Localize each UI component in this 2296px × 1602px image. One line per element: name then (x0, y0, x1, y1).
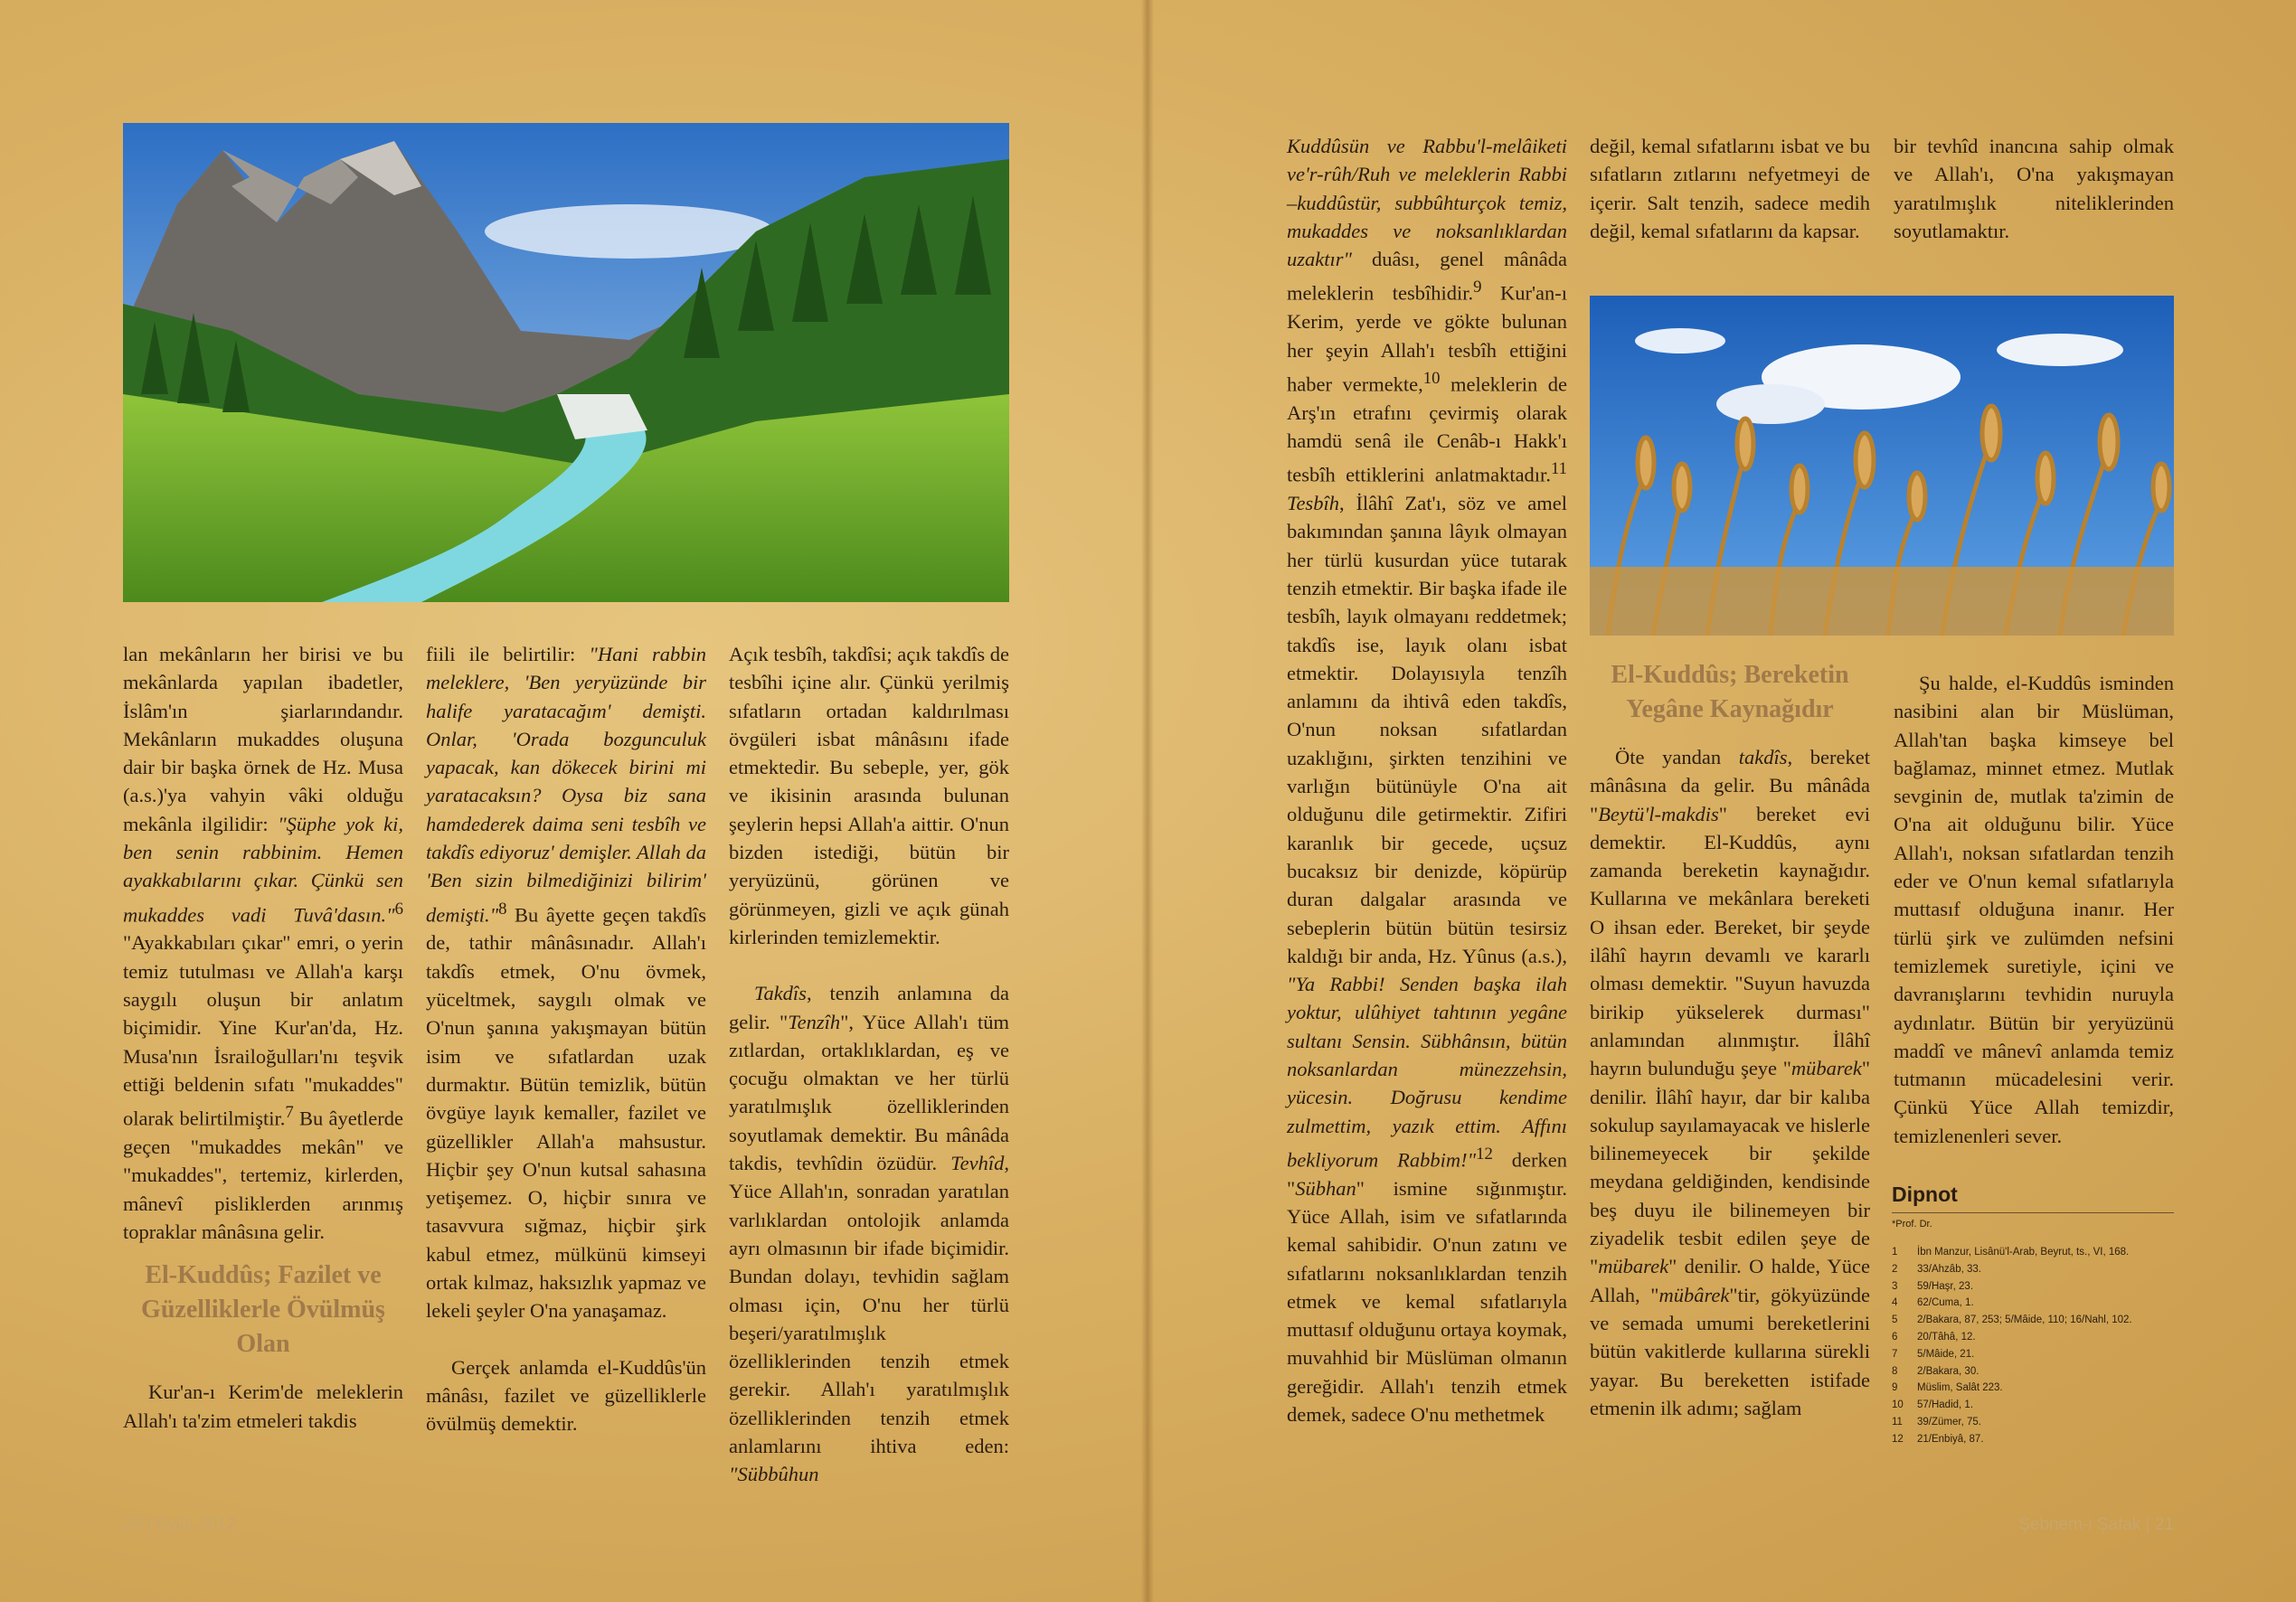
footnote-number: 12 (1892, 1433, 1904, 1445)
footnote-text: 21/Enbiyâ, 87. (1917, 1433, 1984, 1445)
paragraph: Kuddûsün ve Rabbu'l-melâiketi ve'r-rûh/Ruh ve meleklerin Rabbi –kuddûstür, subbûhturçok temiz, mukaddes ve noksanlıklardan uzaktır" duâsı, genel mânâda meleklerin tesbîhidir.$^9$ Kur'an-ı Kerim, yerde ve gökte bulunan her şeyin Allah'ı tesbîh ettiğini haber vermekte,$^{10}$ meleklerin de Arş'ın etrafını çevirmiş olarak hamdü senâ ile Cenâb-ı Hakk'ı tesbîh ettiklerini anlatmaktadır.$^{11}$ Tesbîh, İlâhî Zat'ı, söz ve amel bakımından şanına lâyık olmayan her türlü kusurdan yüce tutarak tenzih etmektir. Bir başka ifade ile tesbîh, layık olmayanı reddetmek; takdîs ise, layık olanı isbat etmektir. Dolayısıyla tenzîh anlamını da ihtivâ eden takdîs, O'nun noksan sıfatlardan uzaklığını, şirkten tenzihini ve varlığın bütünüyle O'na ait olduğunu dile getirmektir. Zifiri karanlık bir gecede, uçsuz bucaksız bir denizde, köpürüp duran dalgalar arasında ve sebeplerin bütün bütün tesirsiz kaldığı bir anda, Hz. Yûnus (a.s.), "Ya Rabbi! Senden başka ilah yoktur, ulûhiyet tahtının yegâne sultanı Sensin. Sübhânsın, bütün noksanlardan münezzehsin, yücesin. Doğrusu kendime zulmettim, yazık ettim. Affını bekliyorum Rabbim!"$^{12}$ derken "Sübhan" ismine sığınmıştır. Yüce Allah, isim ve sıfatlarında kemal sahibidir. O'nun zatını ve sıfatlarını noksanlıklardan tenzih etmek ve kemal sıfatlarıyla muttasıf olduğunu ortaya koymak, muvahhid bir Müslüman olmanın gereğidir. Allah'ı tenzih etmek demek, sadece O'nu methetmek (1287, 135, 1567, 1427)
footnote-text: 2/Bakara, 30. (1917, 1365, 1979, 1377)
text-column-5-lower (1590, 658, 1870, 1422)
footnote-text: 59/Haşr, 23. (1917, 1280, 1974, 1292)
text-column-6 (1894, 132, 2174, 245)
text-column-3 (729, 640, 1009, 1489)
paragraph: bir tevhîd inancına sahip olmak ve Allah'ı, O'na yakışmayan yaratılmışlık niteliklerinden soyutlamaktır. (1894, 135, 2174, 242)
footnote-number: 5 (1892, 1315, 1898, 1326)
footnote-number: 7 (1892, 1348, 1898, 1360)
footnote-item (1892, 1363, 2174, 1381)
footnote-item (1892, 1397, 2174, 1414)
footnote-text: 5/Mâide, 21. (1917, 1348, 1975, 1360)
footnote-item (1892, 1261, 2174, 1278)
paragraph: fiili ile belirtilir: "Hani rabbin meleklere, 'Ben yeryüzünde bir halife yaratacağım' demişti. Onlar, 'Orada bozgunculuk yapacak, kan dökecek birini mi yaratacaksın? Oysa biz sana hamdederek daima seni tesbîh ve takdîs ediyoruz' demişler. Allah da 'Ben sizin bilmediğinizi bilirim' demişti."$^8$ Bu âyette geçen takdîs de, tathir mânâsınadır. Allah'ı takdîs etmek, O'nu övmek, yüceltmek, saygılı olmak ve O'nun şanına yakışmayan bütün isim ve sıfatlardan uzak durmaktır. Bütün temizlik, bütün övgüye layık kemaller, fazilet ve güzellikler Allah'a mahsustur. Hiçbir şey O'nun kutsal sahasına yetişemez. O, hiçbir sınıra ve tasavvura sığmaz, hiçbir şirk kabul etmez, mülkünü kimseyi ortak kılmaz, haksızlık yapmaz ve lekeli şeyler O'na yanaşamaz. (426, 643, 707, 1323)
mountain-river-photo (123, 123, 1009, 602)
footnote-text: 33/Ahzâb, 33. (1917, 1263, 1981, 1275)
text-column-6-lower (1894, 669, 2174, 1150)
paragraph: Takdîs, tenzih anlamına da gelir. "Tenzîh", Yüce Allah'ı tüm zıtlardan, ortaklıklardan, eş ve çocuğu olmaktan ve her türlü yaratılmışlık özelliklerinden soyutlamak demektir. Bu mânâda takdis, tevhîdin özüdür. Tevhîd, Yüce Allah'ın, sonradan yaratılan varlıklardan ontolojik anlamda ayrı olmasının bir ifade biçimidir. Bundan dolayı, tevhidin sağlam olması için, O'nu her türlü beşeri/yaratılmışlık özelliklerinden tenzih etmek gerekir. Allah'ı yaratılmışlık özelliklerinden tenzih etmek anlamlarını ihtiva eden: "Sübbûhun (729, 982, 1009, 1486)
footnote-number: 4 (1892, 1297, 1898, 1309)
footnote-number: 11 (1892, 1416, 1903, 1428)
text-column-2 (426, 640, 706, 1438)
footnote-item (1892, 1244, 2174, 1261)
footnote-list (1892, 1244, 2174, 1448)
footnote-text: 39/Zümer, 75. (1917, 1416, 1981, 1428)
footnote-item (1892, 1414, 2174, 1431)
paragraph: değil, kemal sıfatlarını isbat ve bu sıfatların zıtlarını nefyetmeyi de içerir. Salt tenzih, sadece medih değil, kemal sıfatlarını da kapsar. (1590, 135, 1870, 242)
footnote-number: 1 (1892, 1247, 1898, 1258)
footnote-text: 20/Tâhâ, 12. (1917, 1331, 1976, 1343)
footnote-item (1892, 1346, 2174, 1363)
footnote-item (1892, 1431, 2174, 1448)
paragraph: Öte yandan takdîs, bereket mânâsına da gelir. Bu mânâda "Beytü'l-makdis" bereket evi demektir. El-Kuddûs, aynı zamanda bereketin kaynağıdır. Kullarına ve mekânlara bereketi O ihsan eder. Bereket, bir şeyde ilâhî hayrın devamlı ve kararlı olması demektir. "Suyun havuzda birikip yükselerek durması" anlamından alınmıştır. İlâhî hayrın bulunduğu şeye "mübarek" denilir. İlâhî hayır, dar bir kalıba sokulup sayılamayacak ve hislerle bilinemeyecek bir şekilde meydana geldiğinden, kendisinde beş duyu ile bilinemeyen bir ziyadelik tesbit edilen şeye de "mübarek" denilir. O halde, Yüce Allah, "mübârek"tir, gökyüzünde ve semada umumi bereketlerini bütün vakitlerde kullarına sürekli yayar. Bu bereketten istifade etmenin ilk adımı; sağlam (1590, 746, 1870, 1419)
page-footer-right: Şebnem-i Şafak | 21 (2018, 1515, 2174, 1534)
footnote-number: 8 (1892, 1365, 1898, 1377)
text-column-5 (1590, 132, 1870, 245)
footnotes (1892, 1183, 2174, 1448)
text-column-4 (1287, 132, 1567, 1428)
footnote-text: Müslim, Salât 223. (1917, 1382, 2003, 1394)
paragraph: Şu halde, el-Kuddûs isminden nasibini alan bir Müslüman, Allah'tan başka kimseye bel bağlamaz, minnet etmez. Mutlak sevginin de, mutlak ta'zimin de O'na ait olduğunu bilir. Yüce Allah'ı, noksan sıfatlardan tenzih eder ve O'nun kemal sıfatlarıyla muttasıf olduğuna inanır. Her türlü şirk ve zulümden nefsini temizlemek suretiyle, içini ve davranışlarını tevhidin nuruyla aydınlatır. Bütün bir yeryüzünü maddî ve mânevî anlamda temiz tutmanın mücadelesini verir. Çünkü Yüce Allah temizdir, temizlenenleri sever. (1894, 672, 2174, 1147)
wheat-field-photo (1590, 296, 2174, 636)
footnote-item (1892, 1312, 2174, 1329)
footnote-number: 9 (1892, 1382, 1898, 1394)
text-column-1 (123, 640, 403, 1435)
page-footer-left: 20 | Eylül 2012 (123, 1515, 237, 1534)
section-heading: El-Kuddûs; Bereketin Yegâne Kaynağıdır (1611, 661, 1849, 723)
footnote-text: 2/Bakara, 87, 253; 5/Mâide, 110; 16/Nahl, 102. (1917, 1315, 2132, 1326)
footnote-item (1892, 1329, 2174, 1346)
paragraph: Açık tesbîh, takdîsi; açık takdîs de tesbîhi içine alır. Çünkü yerilmiş sıfatların ortadan kaldırılması övgüleri isbat mânâsını ifade etmektedir. Bu sebeple, yer, gök ve ikisinin arasında bulunan şeylerin hepsi Allah'a aittir. O'nun bizden istediği, bütün bir yeryüzünü, görünen ve görünmeyen, gizli ve açık günah kirlerinden temizlemektir. (729, 643, 1009, 948)
section-heading: El-Kuddûs; Fazilet ve Güzelliklerle Övülmüş Olan (141, 1261, 385, 1359)
footnote-number: 6 (1892, 1331, 1898, 1343)
page-gutter (1141, 0, 1154, 1602)
footnote-text: 62/Cuma, 1. (1917, 1297, 1974, 1309)
footnote-number: 2 (1892, 1263, 1898, 1275)
footnote-item (1892, 1278, 2174, 1296)
footnote-text: 57/Hadid, 1. (1917, 1399, 1974, 1411)
footnote-item (1892, 1295, 2174, 1312)
paragraph: Kur'an-ı Kerim'de meleklerin Allah'ı ta'zim etmeleri takdis (123, 1381, 403, 1432)
paragraph: lan mekânların her birisi ve bu mekânlarda yapılan ibadetler, İslâm'ın şiarlarındandır. Mekânların mukaddes oluşuna dair bir başka örnek de Hz. Musa (a.s.)'ya vahyin vâki olduğu mekânla ilgilidir: "Şüphe yok ki, ben senin rabbinim. Hemen ayakkabılarını çıkar. Çünkü sen mukaddes vadi Tuvâ'dasın."$^6$ "Ayakkabıları çıkar" emri, o yerin temiz tutulması ve Allah'a karşı saygılı oluşun bir anlatım biçimidir. Yine Kur'an'da, Hz. Musa'nın İsrailoğulları'nı teşvik ettiği beldenin sıfatı "mukaddes" olarak belirtilmiştir.$^7$ Bu âyetlerde geçen "mukaddes mekân" ve "mukaddes", tertemiz, kirlerden, mânevî pisliklerden arınmış topraklar mânâsına gelir. (123, 643, 404, 1243)
author-title-note: *Prof. Dr. (1892, 1219, 1932, 1230)
footnote-number: 3 (1892, 1280, 1898, 1292)
footnote-text: İbn Manzur, Lisânü'l-Arab, Beyrut, ts., VI, 168. (1917, 1247, 2130, 1258)
footnotes-title: Dipnot (1892, 1183, 2174, 1213)
footnote-number: 10 (1892, 1399, 1904, 1411)
paragraph: Gerçek anlamda el-Kuddûs'ün mânâsı, fazilet ve güzelliklerle övülmüş demektir. (426, 1355, 706, 1436)
footnote-item (1892, 1380, 2174, 1397)
